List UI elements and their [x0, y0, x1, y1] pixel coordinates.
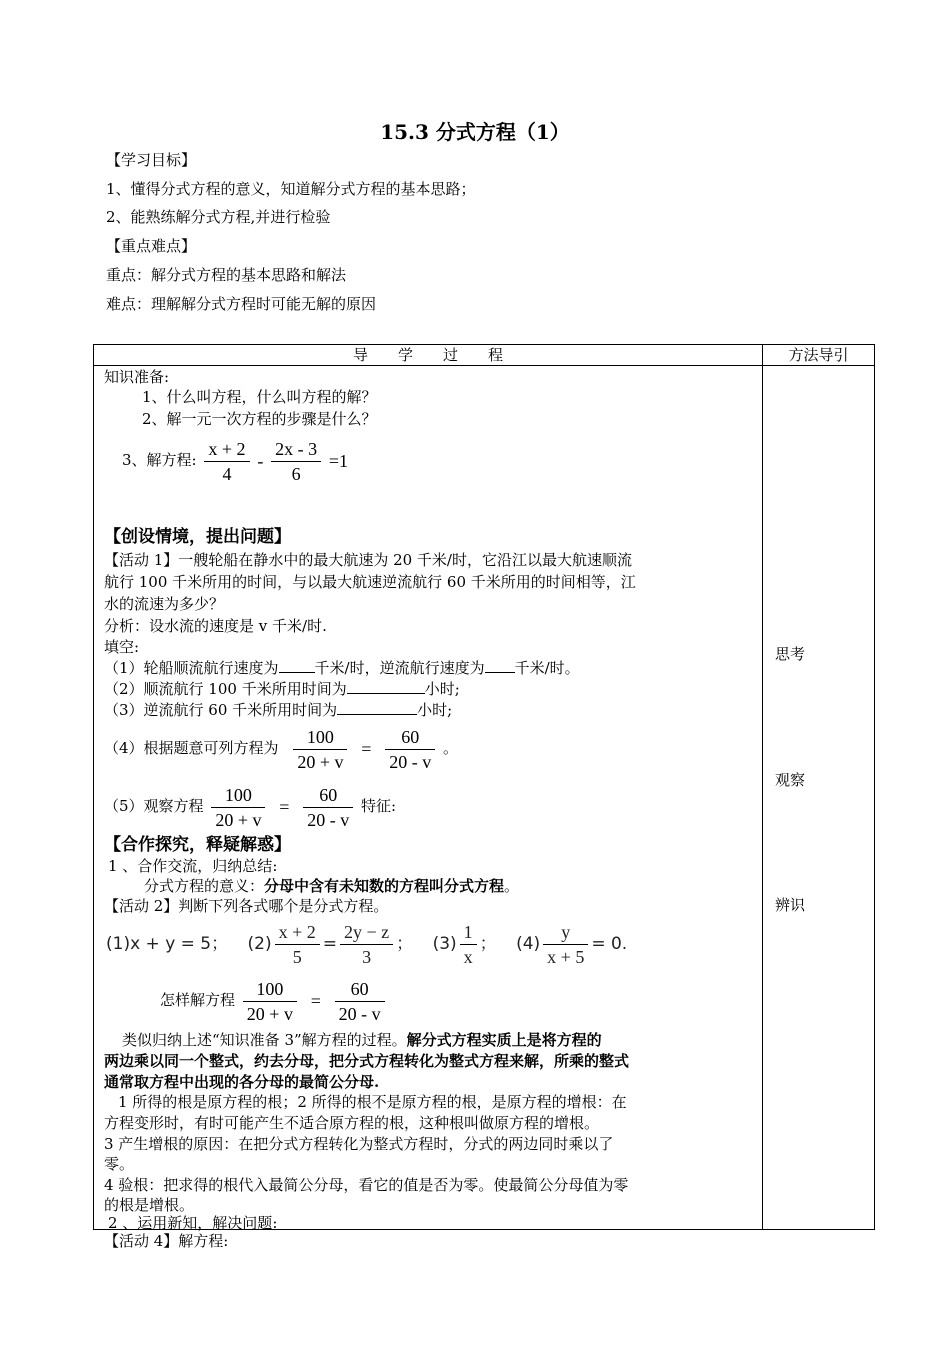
header-method: 方法导引: [763, 345, 875, 366]
process-cell: [94, 366, 762, 1250]
activity1-line2: 航行 100 千米所用的时间，与以最大航速逆流航行 60 千米所用的时间相等，江: [104, 573, 636, 591]
method-think: 思考: [775, 645, 806, 663]
answer-blank: [347, 679, 425, 694]
activity4: 【活动 4】解方程:: [104, 1232, 229, 1250]
key-heading: 【重点难点】: [106, 237, 197, 255]
fill-3-text-b: 小时;: [417, 701, 453, 719]
equation-rhs: =1: [328, 451, 349, 471]
expr-2-label: (2): [247, 934, 272, 954]
prep-heading: 知识准备:: [104, 368, 170, 386]
denominator: 3: [340, 944, 393, 969]
prep-q2: 2、解一元一次方程的步骤是什么？: [142, 410, 377, 428]
denominator: x: [460, 944, 477, 969]
denominator: 20 - v: [335, 1001, 385, 1026]
fill-item-4: [104, 718, 458, 779]
fraction: [275, 920, 320, 969]
expr-3-label: (3): [432, 934, 457, 954]
fraction: [243, 977, 297, 1026]
expr-4-label: (4): [516, 934, 541, 954]
prep-q3-label: 3、解方程:: [122, 451, 197, 469]
apply-heading: 2 、运用新知，解决问题:: [108, 1214, 278, 1232]
denominator: 5: [275, 944, 320, 969]
equals-sign: =: [279, 797, 290, 817]
key-point: 重点：解分式方程的基本思路和解法: [106, 266, 347, 284]
fraction: [335, 977, 385, 1026]
goal-1: 1、懂得分式方程的意义，知道解分式方程的基本思路；: [106, 180, 476, 198]
activity1-line1: 【活动 1】一艘轮船在静水中的最大航速为 20 千米/时，它沿江以最大航速顺流: [104, 551, 632, 569]
fill-2-text-a: （2）顺流航行 100 千米所用时间为: [104, 680, 347, 698]
root-line-5: 4 验根：把求得的根代入最简公分母，看它的值是否为零。使最简公分母值为零: [104, 1176, 629, 1194]
section-heading-2: 【合作探究，释疑解惑】: [104, 835, 291, 855]
header-process: 导 学 过 程: [94, 345, 763, 366]
definition-text: 分母中含有未知数的方程叫分式方程: [264, 877, 505, 895]
numerator: 2y − z: [344, 921, 390, 942]
answer-blank: [485, 658, 515, 673]
numerator: 100: [256, 978, 284, 999]
equals-sign: =: [310, 991, 321, 1011]
fill-heading: 填空:: [104, 638, 140, 656]
activity1-line3: 水的流速为多少？: [104, 595, 225, 613]
separator: ；: [479, 934, 497, 954]
fill-5-text: （5）观察方程: [104, 797, 204, 815]
method-observe: 观察: [775, 771, 806, 789]
summary-line-3: 通常取方程中出现的各分母的最简公分母.: [104, 1073, 380, 1091]
how-text: 怎样解方程: [160, 991, 236, 1009]
how-to-solve: [160, 970, 388, 1031]
numerator: x + 2: [278, 921, 316, 942]
fraction: [543, 920, 588, 969]
difficult-point: 难点：理解解分式方程时可能无解的原因: [106, 295, 377, 313]
numerator: y: [561, 921, 571, 942]
numerator: x + 2: [208, 438, 246, 459]
definition-label: 分式方程的意义：: [144, 877, 265, 895]
fraction: [303, 783, 353, 832]
separator: ；: [396, 934, 414, 954]
numerator: 60: [319, 784, 338, 805]
definition: [144, 877, 519, 896]
fill-1-text-b: 千米/时，逆流航行速度为: [314, 659, 485, 677]
fraction: [340, 920, 393, 969]
equals-sign: =: [361, 739, 372, 759]
section-heading-1: 【创设情境，提出问题】: [104, 527, 291, 547]
numerator: 100: [224, 784, 252, 805]
expr-1: (1)x + y = 5；: [106, 934, 229, 954]
fraction: [204, 437, 249, 486]
root-line-3: 3 产生增根的原因：在把分式方程转化为整式方程时，分式的两边同时乘以了: [104, 1135, 614, 1153]
method-cell: [763, 366, 874, 1229]
root-line-6: 的根是增根。: [104, 1196, 195, 1214]
goal-2: 2、能熟练解分式方程,并进行检验: [106, 208, 331, 226]
fraction: [385, 725, 435, 774]
summary-line-2: 两边乘以同一个整式，约去分母，把分式方程转化为整式方程来解，所乘的整式: [104, 1052, 630, 1070]
answer-blank: [337, 700, 417, 715]
fill-1-text-a: （1）轮船顺流航行速度为: [104, 659, 279, 677]
fill-3-text-a: （3）逆流航行 60 千米所用时间为: [104, 701, 338, 719]
fraction: [460, 920, 477, 969]
fill-4-end: 。: [442, 739, 458, 757]
denominator: 20 + v: [211, 807, 265, 832]
fill-2-text-b: 小时;: [424, 680, 460, 698]
analysis: 分析：设水流的速度是 v 千米/时.: [104, 617, 327, 635]
cooperate-1: 1 、合作交流，归纳总结:: [108, 857, 278, 875]
summary-line-1: [122, 1031, 602, 1050]
numerator: 100: [306, 726, 334, 747]
summary-text: 类似归纳上述“知识准备 3”解方程的过程。: [122, 1031, 407, 1049]
root-line-1: 1 所得的根是原方程的根；2 所得的根不是原方程的根，是原方程的增根：在: [118, 1093, 627, 1111]
fill-item-5: [104, 776, 396, 837]
denominator: 20 - v: [303, 807, 353, 832]
numerator: 60: [401, 726, 420, 747]
judge-expressions: [106, 914, 627, 974]
fill-item-1: [104, 658, 580, 678]
lesson-table: [93, 344, 875, 1250]
fraction: [293, 725, 347, 774]
fill-4-text: （4）根据题意可列方程为: [104, 739, 279, 757]
denominator: 4: [204, 461, 249, 486]
fill-5-end: 特征:: [360, 797, 397, 815]
definition-end: 。: [504, 877, 520, 895]
minus-sign: -: [257, 451, 264, 471]
root-line-4: 零。: [104, 1155, 135, 1173]
denominator: x + 5: [543, 944, 588, 969]
denominator: 20 - v: [385, 749, 435, 774]
numerator: 60: [350, 978, 369, 999]
fraction: [271, 437, 321, 486]
fraction: [211, 783, 265, 832]
activity2: 【活动 2】判断下列各式哪个是分式方程。: [104, 897, 389, 915]
method-identify: 辨识: [775, 896, 806, 914]
equals-sign: =: [322, 934, 338, 954]
fill-item-2: [104, 679, 460, 699]
denominator: 6: [271, 461, 321, 486]
denominator: 20 + v: [293, 749, 347, 774]
summary-bold: 解分式方程实质上是将方程的: [406, 1031, 602, 1049]
prep-q1: 1、什么叫方程，什么叫方程的解？: [142, 388, 377, 406]
root-line-2: 方程变形时，有时可能产生不适合原方程的根，这种根叫做原方程的增根。: [104, 1114, 600, 1132]
fill-item-3: [104, 700, 452, 720]
expr-4-end: = 0.: [591, 934, 628, 954]
prep-q3: [122, 430, 348, 491]
answer-blank: [279, 658, 315, 673]
denominator: 20 + v: [243, 1001, 297, 1026]
numerator: 2x - 3: [275, 438, 318, 459]
fill-1-text-c: 千米/时。: [514, 659, 580, 677]
numerator: 1: [463, 921, 473, 942]
page-title: 15.3 分式方程（1）: [380, 120, 570, 144]
goals-heading: 【学习目标】: [106, 151, 197, 169]
